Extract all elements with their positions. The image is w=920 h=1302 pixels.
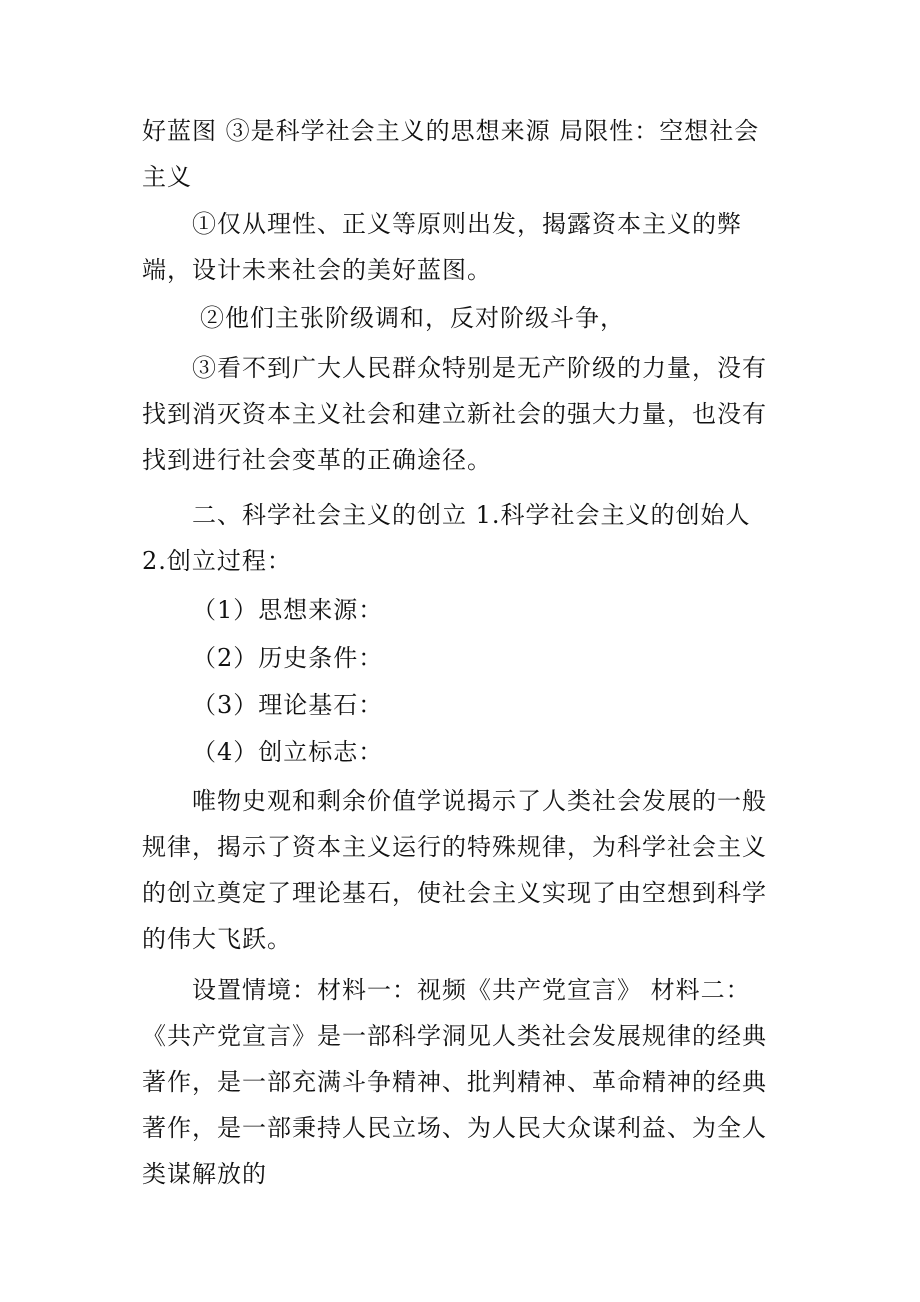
list-item-historical-conditions: （2）历史条件： <box>192 644 384 672</box>
paragraph-point-1: ①仅从理性、正义等原则出发，揭露资本主义的弊端，设计未来社会的美好蓝图。 <box>142 210 742 284</box>
paragraph-limitations-intro: 好蓝图 ③是科学社会主义的思想来源 局限性：空想社会主义 <box>142 117 760 191</box>
paragraph-scenario-materials: 设置情境：材料一：视频《共产党宣言》 材料二：《共产党宣言》是一部科学洞见人类社会发展规律的经典著作，是一部充满斗争精神、批判精神、革命精神的经典著作，是一部秉持人民立场、为人民大众谋利益、为全人类谋解放的 <box>142 976 767 1188</box>
paragraph-point-3: ③看不到广大人民群众特别是无产阶级的力量，没有找到消灭资本主义社会和建立新社会的强大力量，也没有找到进行社会变革的正确途径。 <box>142 354 767 474</box>
section-heading-founding: 二、科学社会主义的创立 1.科学社会主义的创始人 2.创立过程： <box>142 501 751 575</box>
paragraph-materialism-summary: 唯物史观和剩余价值学说揭示了人类社会发展的一般规律，揭示了资本主义运行的特殊规律，为科学社会主义的创立奠定了理论基石，使社会主义实现了由空想到科学的伟大飞跃。 <box>142 787 767 953</box>
list-item-theoretical-foundation: （3）理论基石： <box>192 691 384 719</box>
list-item-ideological-source: （1）思想来源： <box>192 596 384 624</box>
list-item-founding-mark: （4）创立标志： <box>192 738 384 766</box>
paragraph-point-2: ②他们主张阶级调和，反对阶级斗争， <box>200 304 625 332</box>
